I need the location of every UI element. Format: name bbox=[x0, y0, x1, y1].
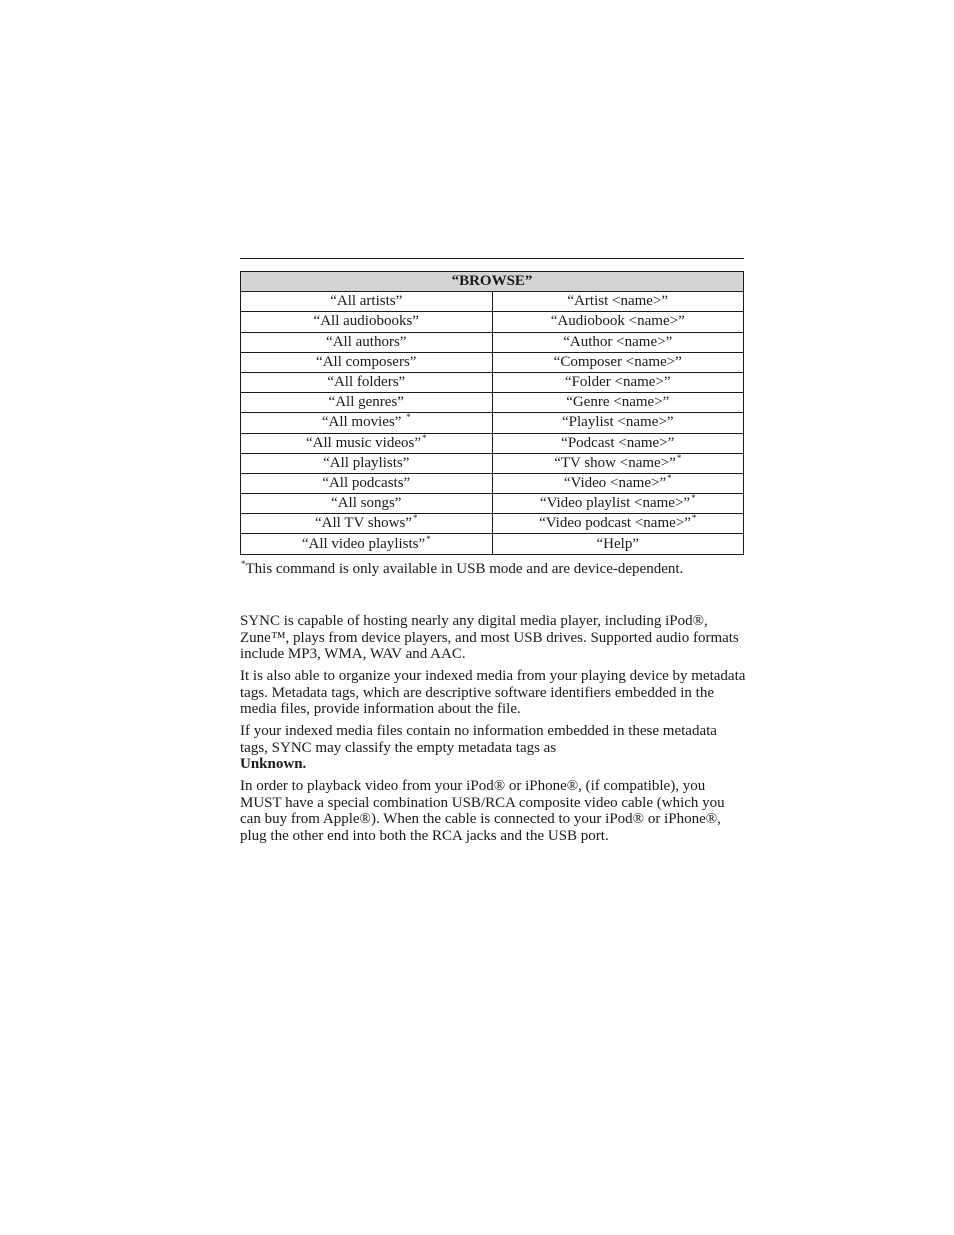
footnote-marker: * bbox=[691, 493, 696, 504]
table-row bbox=[241, 413, 744, 433]
browse-all-command bbox=[241, 372, 493, 392]
footnote-text: This command is only available in USB mode and are device-dependent. bbox=[245, 561, 684, 577]
command-text: “TV show <name>” bbox=[554, 454, 676, 471]
footnote-marker: * bbox=[691, 513, 697, 524]
browse-name-command bbox=[492, 433, 744, 453]
footnote-marker: * bbox=[412, 513, 418, 524]
paragraph-metadata-tags: It is also able to organize your indexed media from your playing device by metadata tags. Metadata tags, which are descriptive software identifiers embedded in the media files, provide information about the file. bbox=[240, 668, 746, 717]
paragraph-video-playback: In order to playback video from your iPod® or iPhone®, (if compatible), you MUST have a special combination USB/RCA composite video cable (which you can buy from Apple®). When the cable is connected to your iPod® or iPhone®, plug the other end into both the RCA jacks and the USB port. bbox=[240, 778, 725, 844]
footnote-mark: * bbox=[241, 559, 246, 569]
table-row bbox=[241, 433, 744, 453]
browse-all-command bbox=[241, 453, 493, 473]
browse-name-command bbox=[492, 494, 744, 514]
table-row bbox=[241, 372, 744, 392]
browse-name-command bbox=[492, 332, 744, 352]
header-rule bbox=[240, 258, 744, 259]
footnote-marker: * bbox=[676, 453, 682, 463]
command-text: “All audiobooks” bbox=[313, 313, 419, 330]
table-row bbox=[241, 473, 744, 493]
paragraph-unknown-text: If your indexed media files contain no information embedded in these metadata tags, SYNC may classify the empty metadata tags as bbox=[240, 723, 717, 756]
table-row bbox=[241, 453, 744, 473]
browse-all-command bbox=[241, 473, 493, 493]
footnote-marker: * bbox=[421, 433, 427, 443]
footnote-marker: * bbox=[667, 473, 672, 483]
command-text: “All artists” bbox=[330, 293, 403, 310]
table-row bbox=[241, 534, 744, 554]
command-text: “Video <name>” bbox=[563, 474, 667, 491]
browse-name-command bbox=[492, 292, 744, 312]
browse-all-command bbox=[241, 292, 493, 312]
paragraph-unknown-tags bbox=[240, 723, 746, 773]
footnote bbox=[240, 560, 760, 578]
browse-name-command bbox=[492, 514, 744, 534]
browse-name-command bbox=[492, 393, 744, 413]
table-header-row bbox=[241, 272, 744, 292]
body-text bbox=[240, 613, 746, 850]
browse-name-command bbox=[492, 473, 744, 493]
table-row bbox=[241, 393, 744, 413]
command-text: “All podcasts” bbox=[322, 474, 411, 491]
table-row bbox=[241, 292, 744, 312]
command-text: “All folders” bbox=[327, 374, 406, 391]
command-text: “Playlist <name>” bbox=[562, 414, 674, 431]
unknown-label: Unknown. bbox=[240, 756, 307, 772]
command-text: “Genre <name>” bbox=[566, 394, 670, 411]
command-text: “Author <name>” bbox=[563, 333, 673, 350]
browse-all-command bbox=[241, 352, 493, 372]
table-header: “BROWSE” bbox=[241, 272, 744, 292]
command-text: “All video playlists” bbox=[301, 535, 426, 552]
table-row bbox=[241, 332, 744, 352]
table-row bbox=[241, 352, 744, 372]
footnote-marker: * bbox=[406, 412, 411, 423]
command-text: “Composer <name>” bbox=[553, 353, 682, 370]
browse-name-command bbox=[492, 534, 744, 554]
browse-all-command bbox=[241, 534, 493, 554]
browse-all-command bbox=[241, 433, 493, 453]
command-text: “All genres” bbox=[328, 394, 404, 411]
command-text: “Podcast <name>” bbox=[561, 434, 675, 451]
browse-name-command bbox=[492, 453, 744, 473]
command-text: “Help” bbox=[596, 535, 639, 552]
command-text: “Audiobook <name>” bbox=[550, 313, 685, 330]
command-text: “All songs” bbox=[331, 495, 402, 512]
command-text: “Video podcast <name>” bbox=[539, 515, 691, 532]
table-row bbox=[241, 514, 744, 534]
command-text: “Folder <name>” bbox=[564, 374, 671, 391]
command-text: “Artist <name>” bbox=[567, 293, 669, 310]
command-text: “All authors” bbox=[326, 333, 407, 350]
footnote-marker: * bbox=[426, 533, 431, 544]
command-text: “All playlists” bbox=[323, 454, 410, 471]
browse-all-command bbox=[241, 413, 493, 433]
browse-name-command bbox=[492, 372, 744, 392]
browse-name-command bbox=[492, 312, 744, 332]
browse-all-command bbox=[241, 514, 493, 534]
command-text: “All music videos” bbox=[306, 434, 421, 451]
browse-name-command bbox=[492, 413, 744, 433]
browse-commands-table bbox=[240, 271, 744, 555]
command-text: “All movies” bbox=[321, 414, 406, 431]
browse-name-command bbox=[492, 352, 744, 372]
browse-all-command bbox=[241, 332, 493, 352]
command-text: “Video playlist <name>” bbox=[539, 495, 691, 512]
browse-all-command bbox=[241, 494, 493, 514]
command-text: “All TV shows” bbox=[315, 515, 412, 532]
browse-all-command bbox=[241, 312, 493, 332]
table-row bbox=[241, 312, 744, 332]
command-text: “All composers” bbox=[316, 353, 417, 370]
paragraph-media-players: SYNC is capable of hosting nearly any digital media player, including iPod®, Zune™, plays from device players, and most USB drives. Supported audio formats include MP3, WMA, WAV and AAC. bbox=[240, 613, 739, 662]
table-row bbox=[241, 494, 744, 514]
browse-all-command bbox=[241, 393, 493, 413]
